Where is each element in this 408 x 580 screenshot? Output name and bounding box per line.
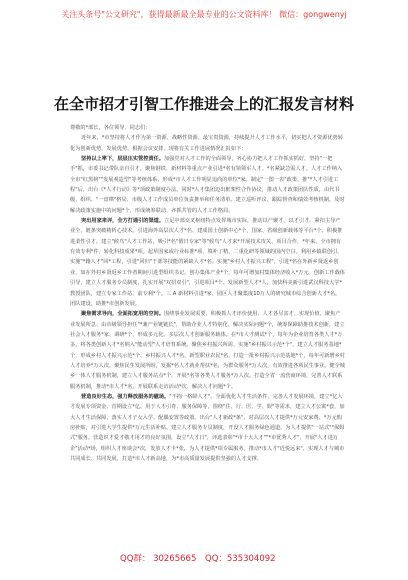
qq-group-label: QQ群： 30265665 bbox=[120, 554, 197, 564]
paragraph-text: "不拘一格降人才"。全面优化人才生活条件，完善人才发展环境，建立*亿人才发展专项资金、首期设立*亿、用于人才引育、服务保障等，围绕"住、行、医、学、娱"等需求，建立人才公寓*套，加大人才生活保障，落实人才子女入学、配偶安置等政策。出台"人才新政*条"，对高层次人才提供*万元安家费、*万元购房补贴，对引进大学生提供*万元生活补贴。建立人才服务专员制度，开设人才服务绿色通道，为人才提供"一站式""保姆式"服务。营造识才爱才敬才用才的良好氛围，设立"人才日"，评选表彰"*市十大人才""*市优秀人才"，开展"人才进万企"活动*场，组织人才座谈会*次，发放人才卡*张，为人才提供*项专属服务。推动*市人才"近悦远来"，实现人才与城市共同成长、共同发展，打造*市人才新高地，为*市高质量发展提供坚强的人才支撑。 bbox=[70, 393, 345, 462]
paragraph bbox=[70, 309, 345, 392]
footer bbox=[0, 553, 408, 567]
document-body bbox=[70, 123, 345, 464]
greeting: 尊敬的*部长，各位领导、同志们： bbox=[70, 125, 151, 131]
paragraph-text: 立足中部交叉枢纽特点发挥城市实际，推动以产聚才、以才引才。紧扣主导产业全、链条突破精析心技术。引进海外高层次人才*名、建成国士创新中心*个，国家、省级创新载体等平台*个。积极推进柔性引才，建立"候鸟"人才工作站，吸引*名"假日专家"等"候鸟"人才来*开展技术攻关、项目合作，*年来、全市拥有有效专利*件，转化科技成果*项。起草国家或行业标准*项、填补了精、二重化研等领域的国内空白。利用乡镇联创引、实施"*籍人才"回*工程，引进"回归"干部等技能的紧缺人才*名。实施"乡村人才振兴工程"，引进*名在外新乡贤返乡创业、如在外村乡贤返乡工作者期间引进型组织书记，创办集体产业*个，每年可增加村集体经济收入*万元。创新工作载体引导，建立人才服务专员制度，扎实开展"双招双引"，引进项目*个、发展新型人才*人，加快科美新引进武汉科技大学*教授团队，建立专家工作站、前专利*个、三 A 新材料引进*家、园区人才聚集度10万人的研究城市综合创新人才*名。团队建设，助推*市创新发展。 bbox=[70, 218, 345, 307]
paragraph bbox=[70, 216, 345, 309]
paragraph-lead: 聚焦需求导向，全面拓宽用的空间。 bbox=[81, 311, 165, 318]
paragraph-text: 加强党对人才工作的全面领导，齐心协力把人才工作抓实抓好。坚持"一把手"抓，市委书记带队亲自引才，聚焦钢铁、新材料等重点产业引进*名有领领军人才。*名紧缺急需人才。人才工作纳入全市"红黑榜""发展观造型"等考核体系。形成*市人才工作明显追尚的单位*家。制定"一图一表"政策、推"*人才引进工程"后，出台《*人才行动》等*项政策制度办法。同时*人才集团迈出框架性合作协议，推动人才政策团队性质，由代书级、组织、"一盘棋"格局、市级人才工作成员单位负责推举和任务清单。建立巡听评议、跟踪督查和绩效考核机制，及时解决政策实施中的问题*个，形成统筹联动、齐抓共管的人才工作格局。 bbox=[70, 156, 345, 214]
paragraph-text: 围绕事业发展需要，积极抓人才评价使用、人才各尽其才、实现价值、聚焦产业发展所急、由市级领导担任"*兼产业链链长"，帮助企业人才特别化、解决实际问题*个，统筹保障助推技术创新，建立社会人才服务*家、调研*个，形成多元化、多层次人才创新服务载体。在*市人才测试*个，每年为企业培育各类人才*万多，将各类创新人才*名纳入"能动型"人才培育系统。聚焦乡村振兴所需、实施"乡村振兴示范*个"，建立人才服务基地*个，形成乡村人才振兴示范*个、乡村振兴人才*名、新型职业农民*名。打造一批乡村振兴示范基地*个，每年可新增乡村人才培养*万人次。聚焦民生发展所盼，发掘*名人才就业帮扶*名，为群众服务*万人次，有效推进各项民生事业。健全城乡一体人才服务机制，建立人才服务站点*个，开展*名等各类人才服务*万人次。打造全省一流营商环境，完善人才联系服务机制，推动*市人才*名，开展联系走访活动*次、解决人才问题*个。 bbox=[70, 311, 345, 390]
paragraph-lead: 突出用家来评，全方打通引的渠道。 bbox=[81, 218, 165, 225]
qq-contact-label: QQ：535304092 bbox=[205, 554, 276, 564]
paragraph bbox=[70, 392, 345, 464]
top-banner: 关注头条号"公文研究"，获得最新最全最专业的公文资料库！ 微信：gongwenyj bbox=[61, 10, 347, 19]
paragraph-lead: 坚持以上率下，层层压实管控责任。 bbox=[81, 156, 165, 163]
paragraph bbox=[70, 133, 345, 154]
paragraph bbox=[70, 154, 345, 216]
paragraph-lead: 营造良好生态，强力释放服务的磁场。 bbox=[81, 393, 170, 400]
paragraph-text: 近年来，*市坚持将人才作为第一资源、战略性资源、最宝贵资源，持续提升人才工作水平，切实把人才资源优势转化为创新优势、发展优势。根据会议安排，现将有关工作进展情况汇报如下： bbox=[70, 135, 343, 152]
page-title: 在全市招才引智工作推进会上的汇报发言材料 bbox=[53, 95, 354, 113]
